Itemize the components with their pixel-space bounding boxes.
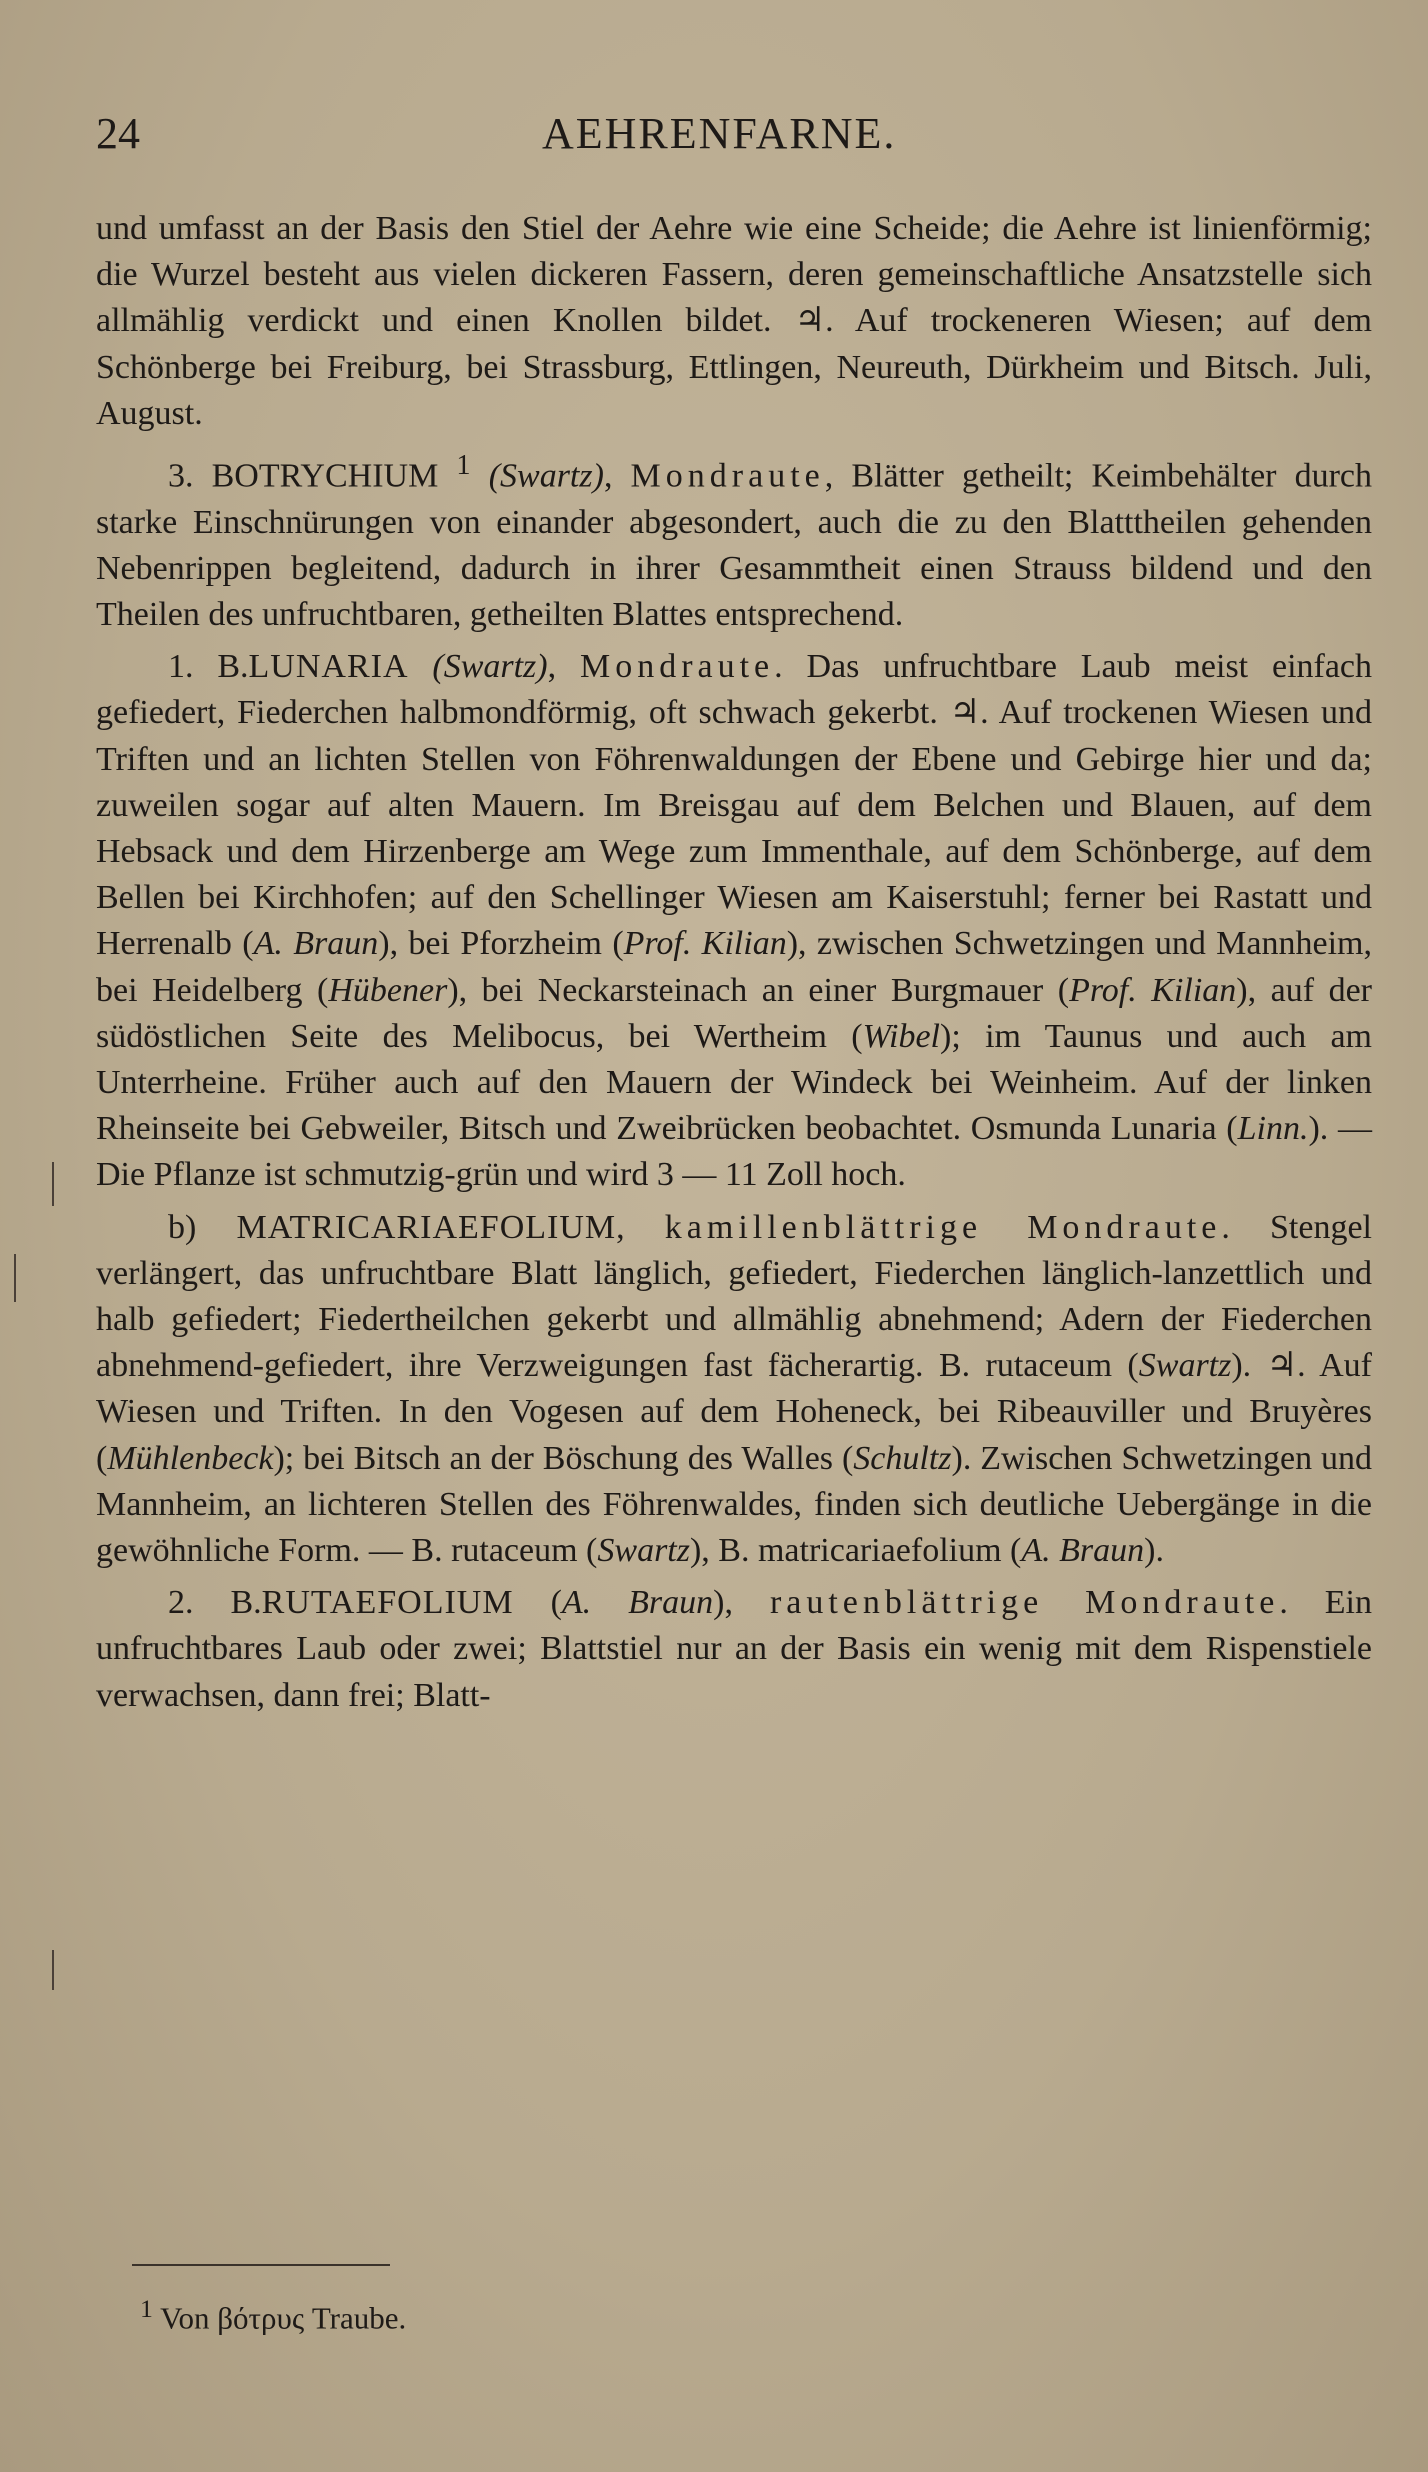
text-run: ), bei Neckarsteinach an einer Burgmauer (: [447, 971, 1070, 1009]
text-run: ), auf der südöstlichen Seite des Melibocus, bei Wertheim (: [96, 971, 1372, 1055]
margin-pencil-mark: [52, 1162, 54, 1206]
margin-pencil-mark: [52, 1950, 54, 1990]
variety-label: b): [168, 1208, 197, 1246]
paragraph-continuation: und umfasst an der Basis den Stiel der Aehre wie eine Scheide; die Aehre ist linienförmig; die Wurzel besteht aus vielen dickeren Fassern, deren gemeinschaftliche Ansatzstelle sich allmählig verdickt und einen Knollen bildet. ♃. Auf trockeneren Wiesen; auf dem Schönberge bei Freiburg, bei Strassburg, Ettlingen, Neureuth, Dürkheim und Bitsch. Juli, August.: [96, 210, 1372, 432]
citation: Schultz: [853, 1439, 952, 1477]
citation: A. Braun: [1021, 1532, 1145, 1570]
common-name: Mondraute: [579, 648, 775, 686]
footnote-text: Von βότρυς Traube.: [160, 2300, 407, 2336]
species-number: 2. B.: [168, 1584, 262, 1622]
common-name: rautenblättrige Mondraute: [769, 1584, 1280, 1622]
common-name: kamillenblättrige Mondraute: [664, 1208, 1222, 1246]
citation: Swartz: [1138, 1347, 1232, 1385]
paragraph-lunaria: [96, 644, 1372, 1198]
separator: ,: [616, 1208, 665, 1246]
species-name: RUTAEFOLIUM: [261, 1584, 514, 1622]
separator: ),: [713, 1584, 770, 1622]
text-run: ), B. matricariaefolium (: [689, 1532, 1022, 1570]
paragraph-matricariaefolium: [96, 1205, 1372, 1575]
text-run: . Das unfruchtbare Laub meist einfach gefiedert, Fiederchen halbmondförmig, oft schwach gekerbt. ♃. Auf trockenen Wiesen und Triften und an lichten Stellen von Föhrenwaldungen der Ebene und Gebirge hier und da; zuweilen sogar auf alten Mauern. Im Breisgau auf dem Belchen und Blauen, auf dem Hebsack und dem Hirzenberge am Wege zum Immenthale, auf dem Schönberge, auf dem Bellen bei Kirchhofen; auf den Schellinger Wiesen am Kaiserstuhl; ferner bei Rastatt und Herrenalb (: [96, 648, 1373, 963]
citation: Swartz: [597, 1532, 690, 1570]
authority: (Swartz): [488, 457, 604, 495]
page-body: [96, 206, 1372, 1719]
separator: ,: [603, 457, 631, 495]
text-run: ), zwischen Schwetzingen und Mannheim, bei Heidelberg (: [96, 925, 1372, 1009]
page-number: 24: [96, 109, 140, 158]
species-name: LUNARIA: [248, 648, 409, 686]
footnote: [140, 2294, 406, 2336]
species-number: 1. B.: [168, 648, 249, 686]
text-run: ).: [1144, 1532, 1164, 1570]
citation: Prof. Kilian: [623, 925, 787, 963]
citation: Linn.: [1237, 1110, 1309, 1148]
text-run: ). — Die Pflanze ist schmutzig-grün und wird 3 — 11 Zoll hoch.: [96, 1110, 1372, 1194]
text-run: ); bei Bitsch an der Böschung des Walles (: [273, 1439, 854, 1477]
text-run: ). Zwischen Schwetzingen und Mannheim, an lichteren Stellen des Föhrenwaldes, finden sich deutliche Uebergänge in die gewöhnliche Form. — B. rutaceum (: [96, 1439, 1372, 1570]
text-run: . Stengel verlängert, das unfruchtbare Blatt länglich, gefiedert, Fiederchen länglich-lanzettlich und halb gefiedert; Fiedertheilchen gekerbt und allmählig abnehmend; Adern der Fiederchen abnehmend-gefiedert, ihre Verzweigungen fast fächerartig. B. rutaceum (: [96, 1208, 1372, 1385]
section-number: 3.: [168, 457, 194, 495]
text-run: (: [513, 1584, 562, 1622]
page-header: [96, 108, 1336, 168]
citation: Hübener: [328, 971, 448, 1009]
running-head: AEHRENFARNE.: [542, 109, 897, 158]
text-run: . Ein unfruchtbares Laub oder zwei; Blattstiel nur an der Basis ein wenig mit dem Rispenstiele verwachsen, dann frei; Blatt-: [96, 1584, 1373, 1714]
citation: A. Braun: [253, 925, 379, 963]
text-run: ); im Taunus und auch am Unterrheine. Früher auch auf den Mauern der Windeck bei Weinheim. Auf der linken Rheinseite bei Gebweiler, Bitsch und Zweibrücken beobachtet. Osmunda Lunaria (: [96, 1017, 1372, 1148]
margin-pencil-mark: [14, 1254, 16, 1302]
text-run: ). ♃. Auf Wiesen und Triften. In den Vogesen auf dem Hoheneck, bei Ribeauviller und Bruyères (: [96, 1347, 1372, 1477]
authority: A. Braun: [561, 1584, 714, 1622]
citation: Mühlenbeck: [107, 1439, 274, 1477]
footnote-reference: 1: [456, 450, 471, 482]
common-name: Mondraute: [630, 457, 825, 495]
separator: ,: [547, 648, 580, 686]
text-run: ), bei Pforzheim (: [378, 925, 624, 963]
description-text: , Blätter getheilt; Keimbehälter durch starke Einschnürungen von einander abgesondert, auch die zu den Blatttheilen gehenden Nebenrippen begleitend, dadurch in ihrer Gesammtheit einen Strauss bildend und den Theilen des unfruchtbaren, getheilten Blattes entsprechend.: [96, 457, 1373, 633]
citation: Wibel: [862, 1017, 941, 1055]
footnote-rule: [132, 2264, 390, 2266]
variety-name: MATRICARIAEFOLIUM: [236, 1208, 617, 1246]
citation: Prof. Kilian: [1069, 971, 1237, 1009]
paragraph-rutaefolium: [96, 1580, 1372, 1719]
genus-name: BOTRYCHIUM: [211, 457, 439, 495]
paragraph-botrychium: [96, 443, 1372, 638]
footnote-mark: 1: [140, 2294, 153, 2323]
authority: (Swartz): [432, 648, 548, 686]
